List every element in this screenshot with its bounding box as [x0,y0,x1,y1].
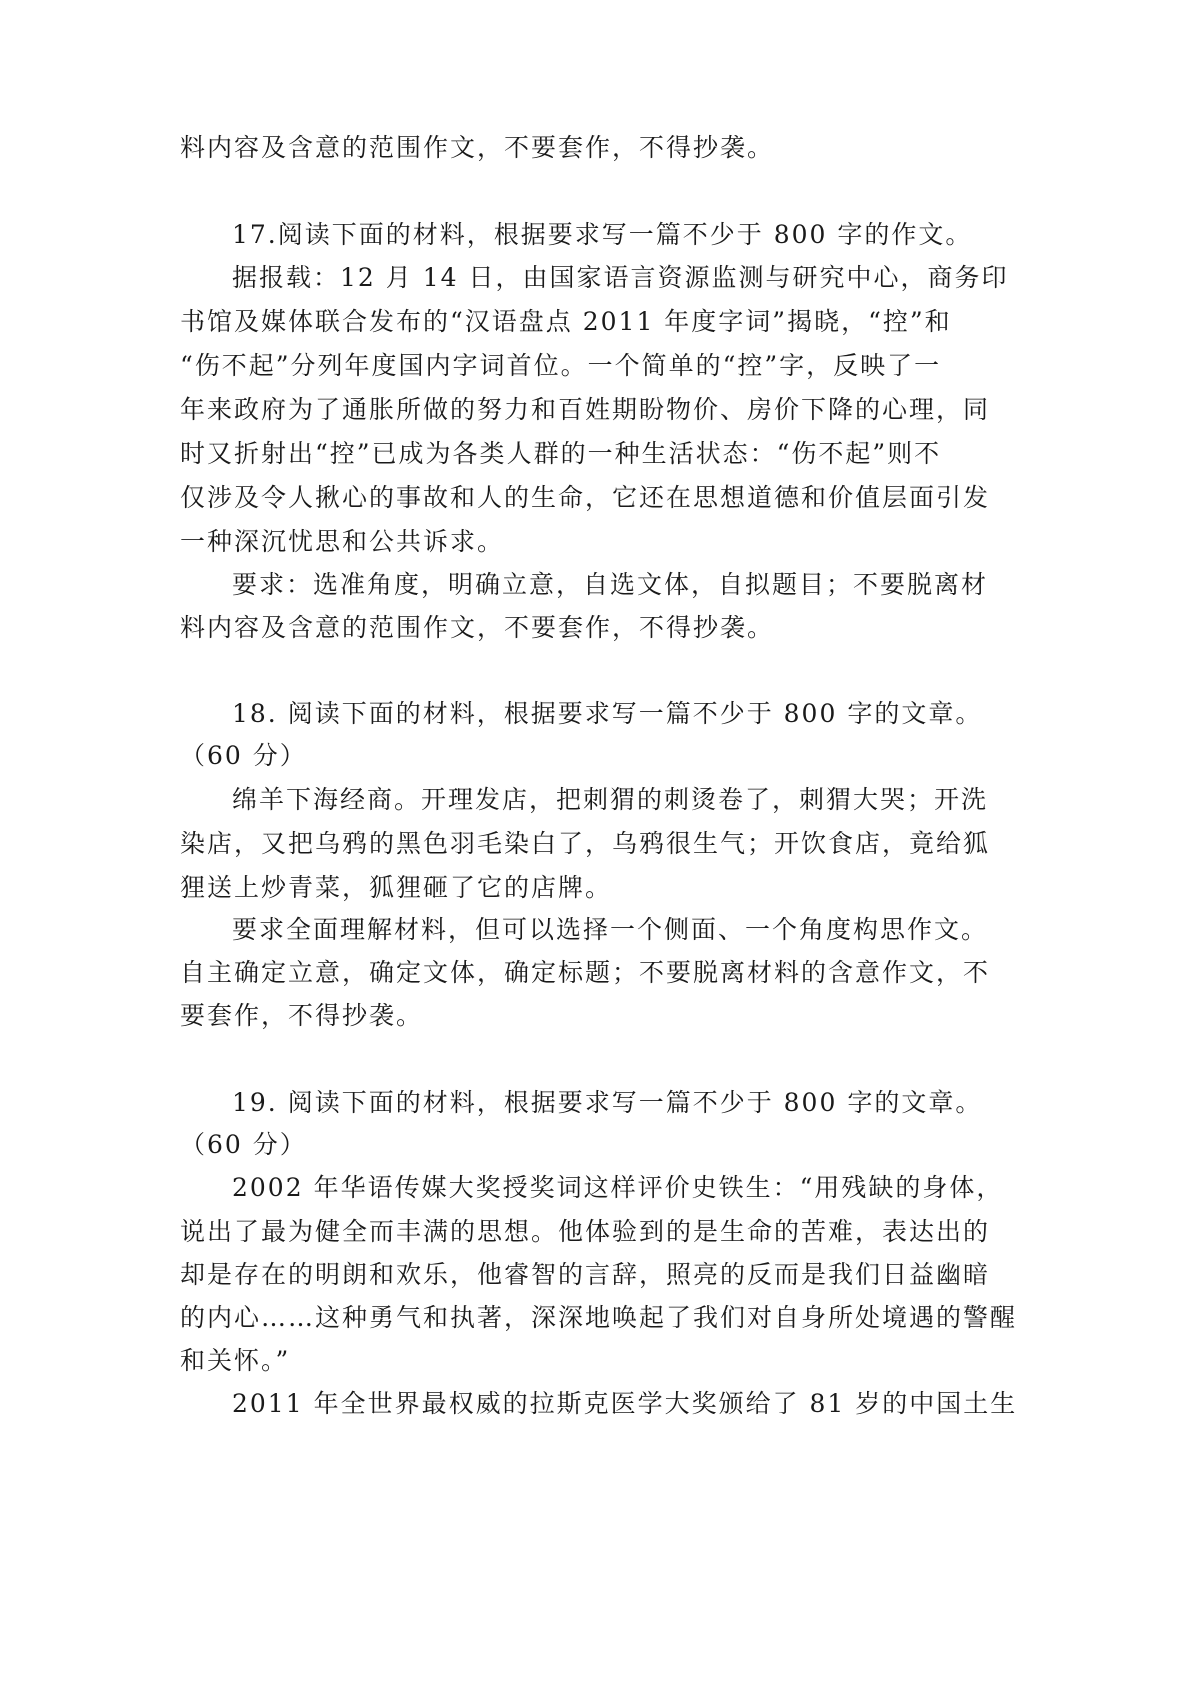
score-line: （60 分） [180,1130,307,1159]
text-line: 2011 年全世界最权威的拉斯克医学大奖颁给了 81 岁的中国土生 [232,1389,1018,1418]
text-line: 年来政府为了通胀所做的努力和百姓期盼物价、房价下降的心理，同 [180,395,991,424]
text-line: 仅涉及令人揪心的事故和人的生命，它还在思想道德和价值层面引发 [180,483,991,512]
requirement-line: 要求：选准角度，明确立意，自选文体，自拟题目；不要脱离材 [232,570,989,599]
question-17-heading: 17.阅读下面的材料，根据要求写一篇不少于 800 字的作文。 [232,220,973,249]
text-line: 要套作，不得抄袭。 [180,1001,424,1030]
text-line: 绵羊下海经商。开理发店，把刺猬的刺烫卷了，刺猬大哭；开洗 [232,785,989,814]
text-line: 的内心……这种勇气和执著，深深地唤起了我们对自身所处境遇的警醒 [180,1303,1018,1332]
text-line: 染店，又把乌鸦的黑色羽毛染白了，乌鸦很生气；开饮食店，竟给狐 [180,829,991,858]
score-line: （60 分） [180,741,307,770]
text-line: 却是存在的明朗和欢乐，他睿智的言辞，照亮的反而是我们日益幽暗 [180,1260,991,1289]
text-line: 说出了最为健全而丰满的思想。他体验到的是生命的苦难，表达出的 [180,1217,991,1246]
text-line: 据报载：12 月 14 日，由国家语言资源监测与研究中心，商务印 [232,263,1009,292]
text-line: 时又折射出“控”已成为各类人群的一种生活状态：“伤不起”则不 [180,439,942,468]
text-line: “伤不起”分列年度国内字词首位。一个简单的“控”字，反映了一 [180,351,942,380]
text-line: 书馆及媒体联合发布的“汉语盘点 2011 年度字词”揭晓，“控”和 [180,307,952,336]
text-line: 料内容及含意的范围作文，不要套作，不得抄袭。 [180,613,775,642]
text-line: 自主确定立意，确定文体，确定标题；不要脱离材料的含意作文，不 [180,958,991,987]
requirement-line: 要求全面理解材料，但可以选择一个侧面、一个角度构思作文。 [232,915,989,944]
text-line: 2002 年华语传媒大奖授奖词这样评价史铁生：“用残缺的身体， [232,1173,1004,1202]
text-line: 狸送上炒青菜，狐狸砸了它的店牌。 [180,873,613,902]
text-line: 料内容及含意的范围作文，不要套作，不得抄袭。 [180,133,775,162]
question-19-heading: 19. 阅读下面的材料，根据要求写一篇不少于 800 字的文章。 [232,1088,983,1117]
question-18-heading: 18. 阅读下面的材料，根据要求写一篇不少于 800 字的文章。 [232,699,983,728]
text-line: 和关怀。” [180,1346,291,1375]
text-line: 一种深沉忧思和公共诉求。 [180,527,505,556]
